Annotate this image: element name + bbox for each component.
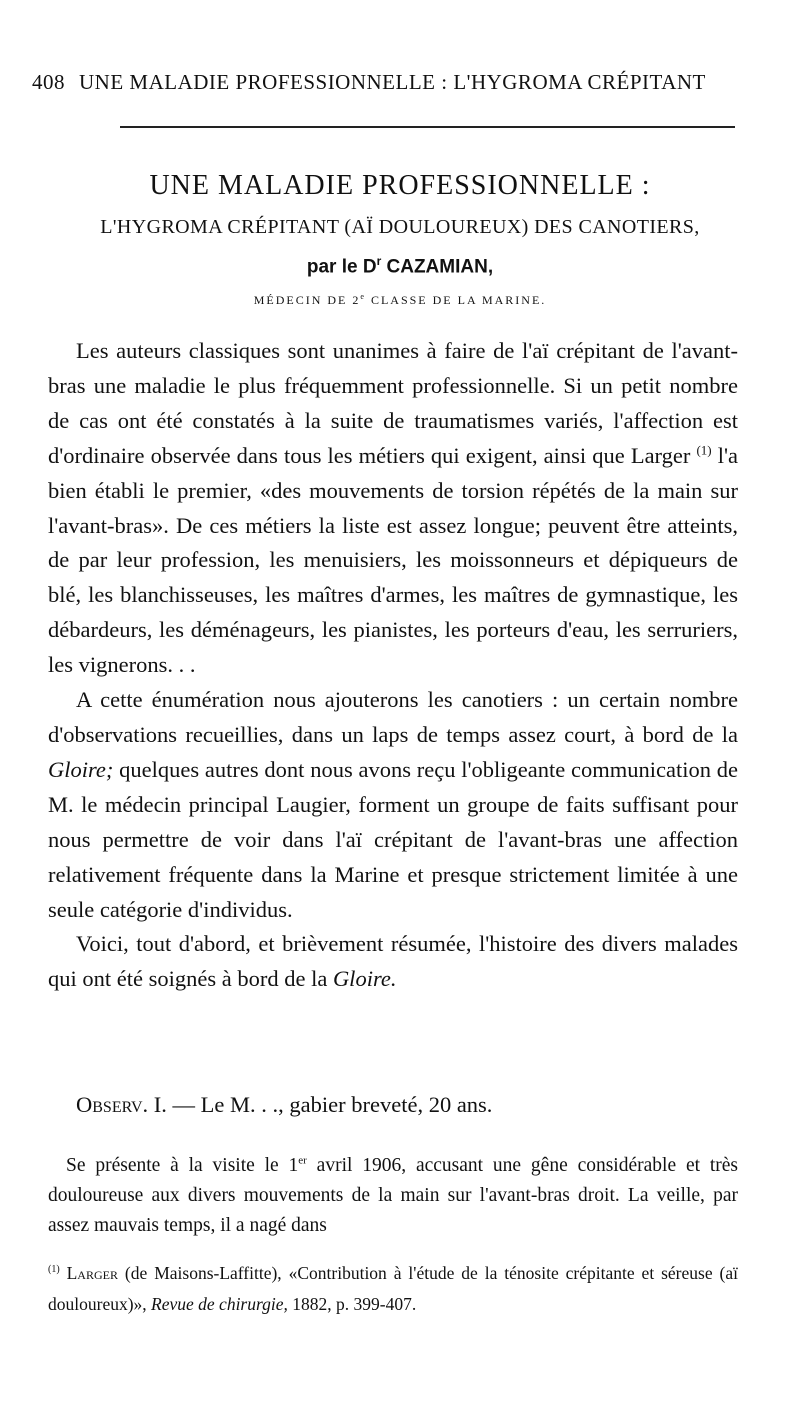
author-name: CAZAMIAN, bbox=[381, 256, 494, 278]
p1-text-b: l'a bien établi le premier, «des mouvements de torsion répétés de la main sur l'avant-bras». De ces métiers la liste est assez longue; peuvent être atteints, de par leur profession, les menuisiers, les moissonneurs et dépiqueurs de blé, les blanchisseuses, les maîtres d'armes, les maîtres de gymnastique, les débardeurs, les déménageurs, les pianistes, les porteurs d'eau, les serruriers, les vignerons. . . bbox=[48, 442, 738, 678]
footnote-text-b: 1882, p. 399-407. bbox=[287, 1294, 417, 1314]
obs-text-b: avril 1906, accusant une gêne considérable et très douloureuse aux divers mouvements de la main sur l'avant-bras droit. La veille, par assez mauvais temps, il a nagé dans bbox=[48, 1155, 739, 1236]
byline-prefix: par le D bbox=[306, 256, 377, 278]
observation-label: Observ. I. bbox=[76, 1092, 167, 1117]
observation-text bbox=[48, 1151, 738, 1241]
observation-paragraph bbox=[48, 1151, 738, 1241]
footnote-ref: (1) bbox=[696, 442, 712, 458]
p1-text-a: Les auteurs classiques sont unanimes à faire de l'aï crépitant de l'avant-bras une maladie le plus fréquemment professionnelle. Si un petit nombre de cas ont été constatés à la suite de traumatismes variés, l'affection est d'ordinaire observée dans tous les métiers qui exigent, ainsi que Larger bbox=[48, 338, 738, 468]
p3-text-a: Voici, tout d'abord, et brièvement résumée, l'histoire des divers malades qui ont été soignés à bord de la bbox=[48, 931, 738, 992]
footnote-text-a: (de Maisons-Laffitte), «Contribution à l'étude de la ténosite crépitante et séreuse (aï douloureux)», bbox=[48, 1263, 738, 1314]
author-affiliation bbox=[0, 292, 800, 308]
byline-sup: r bbox=[376, 254, 382, 268]
obs-sup: er bbox=[298, 1154, 307, 1167]
running-title: UNE MALADIE PROFESSIONNELLE : L'HYGROMA CRÉPITANT bbox=[79, 70, 706, 94]
running-header bbox=[32, 70, 772, 95]
observation-heading-text: — Le M. . ., gabier breveté, 20 ans. bbox=[166, 1092, 493, 1117]
page-number: 408 bbox=[32, 70, 65, 94]
ship-name: Gloire; bbox=[48, 756, 114, 782]
p2-text-b: quelques autres dont nous avons reçu l'obligeante communication de M. le médecin principal Laugier, forment un groupe de faits suffisant pour nous permettre de voir dans l'aï crépitant de l'avant-bras une affection relativement fréquente dans la Marine et presque strictement limitée à une seule catégorie d'individus. bbox=[48, 756, 738, 922]
paragraph-1 bbox=[48, 334, 738, 683]
article-subtitle: L'HYGROMA CRÉPITANT (AÏ DOULOUREUX) DES CANOTIERS, bbox=[100, 216, 700, 238]
footnote-marker: (1) bbox=[48, 1264, 60, 1276]
affiliation-part-a: MÉDECIN DE 2 bbox=[253, 293, 361, 307]
article-title: UNE MALADIE PROFESSIONNELLE : bbox=[149, 170, 651, 201]
article-body bbox=[48, 334, 738, 997]
footnote-author: Larger bbox=[66, 1263, 118, 1283]
paragraph-3 bbox=[48, 927, 738, 997]
header-rule bbox=[120, 126, 735, 128]
footnote-journal: Revue de chirurgie, bbox=[151, 1294, 288, 1314]
observation-heading bbox=[76, 1092, 756, 1118]
affiliation-part-b: CLASSE DE LA MARINE. bbox=[365, 293, 547, 307]
paragraph-2 bbox=[48, 683, 738, 927]
p2-text-a: A cette énumération nous ajouterons les canotiers : un certain nombre d'observations recueillies, dans un laps de temps assez court, à bord de la bbox=[48, 687, 738, 747]
affiliation-sup: e bbox=[360, 292, 366, 301]
footnote bbox=[48, 1258, 738, 1320]
obs-text-a: Se présente à la visite le 1 bbox=[66, 1155, 299, 1176]
ship-name: Gloire. bbox=[332, 966, 397, 992]
author-byline bbox=[0, 254, 800, 278]
